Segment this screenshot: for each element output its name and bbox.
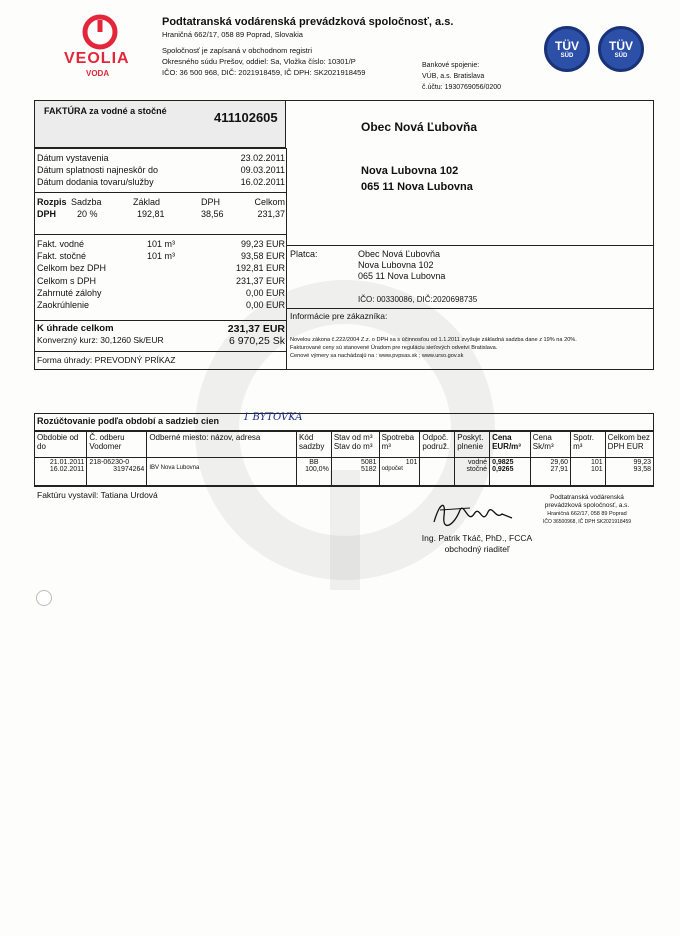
items-block (37, 238, 285, 311)
col-header: Poskyt. plnenie (455, 432, 490, 458)
col-header: Stav od m³ Stav do m³ (331, 432, 379, 458)
divider (286, 245, 654, 246)
item-row: Zahrnuté zálohy 0,00 EUR (37, 287, 285, 298)
recipient-city: 065 11 Nova Lubovna (361, 181, 473, 193)
vat-row: DPH 20 % 192,81 38,56 231,37 (37, 209, 285, 219)
brand-sub: VODA (86, 69, 110, 78)
divider (34, 320, 286, 321)
registry-line-1: Spoločnosť je zapísaná v obchodnom registri (162, 46, 312, 55)
bank-label: Bankové spojenie: (422, 62, 480, 69)
payment-method: Forma úhrady: PREVODNÝ PRÍKAZ (37, 355, 176, 365)
divider (34, 234, 286, 235)
date-row: Dátum dodania tovaru/služby 16.02.2011 (37, 177, 285, 187)
col-header: Celkom bez DPH EUR (605, 432, 653, 458)
col-header: Cena Sk/m³ (530, 432, 570, 458)
payer-name: Obec Nová Ľubovňa (358, 249, 441, 259)
cell-odpoc (420, 458, 455, 486)
col-header: Spotr. m³ (571, 432, 606, 458)
payer-block (358, 249, 445, 282)
cell-sk: 29,60 27,91 (530, 458, 570, 486)
handwritten-note: 1 BYTOVKA (243, 412, 303, 423)
divider (34, 148, 286, 149)
company-name: Podtatranská vodárenská prevádzková spoločnosť, a.s. (162, 16, 454, 28)
date-row: Dátum splatnosti najneskôr do 09.03.2011 (37, 165, 285, 175)
company-address: Hraničná 662/17, 058 89 Poprad, Slovakia (162, 30, 303, 39)
info-line: Fakturované ceny sú stanovené Úradom pre reguláciu sieťových odvetví Bratislava. (290, 345, 498, 351)
col-header: Č. odberu Vodomer (87, 432, 147, 458)
info-text (290, 336, 652, 360)
col-header: Odpoč. podruž. (420, 432, 455, 458)
table-header-row (35, 432, 654, 458)
tuv-certificate-icon: TÜV SÜD (544, 26, 590, 72)
registry-line-2: Okresného súdu Prešov, oddiel: Sa, Vložka číslo: 10301/P (162, 57, 356, 66)
item-row: Celkom s DPH 231,37 EUR (37, 275, 285, 286)
issued-by: Faktúru vystavil: Tatiana Urdová (37, 490, 158, 500)
col-header: Obdobie od do (35, 432, 87, 458)
breakdown-table (34, 431, 654, 486)
col-header: Kód sadzby (297, 432, 332, 458)
col-header: Odberné miesto: názov, adresa (147, 432, 297, 458)
vertical-divider (286, 148, 287, 370)
table-row (35, 458, 654, 486)
rate-row: Konverzný kurz: 30,1260 Sk/EUR 6 970,25 Sk (37, 335, 285, 347)
item-row: Fakt. vodné 101 m³ 99,23 EUR (37, 239, 285, 249)
signer-role: obchodný riaditeľ (444, 544, 510, 554)
dates-block (37, 152, 285, 188)
recipient-name: Obec Nová Ľubovňa (361, 120, 478, 134)
payer-street: Nova Lubovna 102 (358, 260, 434, 270)
payer-ids: IČO: 00330086, DIČ:2020698735 (358, 295, 478, 304)
cell-odber: 218-06230-0 31974264 (87, 458, 147, 486)
divider (286, 308, 654, 309)
payer-label: Platca: (290, 249, 318, 259)
cell-period: 21.01.2011 16.02.2011 (35, 458, 87, 486)
col-header: Cena EUR/m³ (490, 432, 531, 458)
vat-table (37, 196, 285, 220)
watermark-bar (330, 470, 360, 590)
cell-plnenie: vodné stočné (455, 458, 490, 486)
info-line: Cenové výmery sa nachádzajú na : www.pvpsas.sk ; www.urso.gov.sk (290, 353, 464, 359)
cell-place: IBV Nova Lubovna (147, 458, 297, 486)
cell-spotr: 101 101 (571, 458, 606, 486)
item-row: Celkom bez DPH 192,81 EUR (37, 263, 285, 274)
veolia-logo-icon (82, 14, 118, 50)
registry-line-3: IČO: 36 500 968, DIČ: 2021918459, IČ DPH: SK2021918459 (162, 68, 366, 77)
invoice-title: FAKTÚRA za vodné a stočné (44, 106, 167, 116)
cell-kod: BB 100,0% (297, 458, 332, 486)
item-row: Fakt. stočné 101 m³ 93,58 EUR (37, 251, 285, 262)
signature (430, 496, 520, 532)
breakdown-title: Rozúčtovanie podľa období a sadzieb cien (37, 416, 219, 426)
cell-eur: 0,9825 0,9265 (490, 458, 531, 486)
col-header: Spotreba m³ (379, 432, 420, 458)
due-block (37, 323, 285, 349)
recipient-street: Nova Lubovna 102 (361, 165, 459, 177)
date-row: Dátum vystavenia 23.02.2011 (37, 153, 285, 163)
cell-total: 99,23 93,58 (605, 458, 653, 486)
divider (34, 192, 286, 193)
item-row: Zaokrúhlenie 0,00 EUR (37, 299, 285, 310)
signer-block (412, 533, 542, 555)
info-line: Novelou zákona č.222/2004 Z.z. o DPH sa s účinnosťou od 1.1.2011 zvyšuje základná sadzba dane z 19% na 20%. (290, 337, 577, 343)
brand-name: VEOLIA (64, 50, 130, 67)
bank-info (422, 60, 501, 93)
company-stamp: Podtatranská vodárenská prevádzková spoločnosť, a.s. Hraničná 662/17, 058 89 Poprad IČO 36500968, IČ DPH SK2021918459 (542, 494, 632, 525)
tuv-certificate-icon-2: TÜV SÜD (598, 26, 644, 72)
vat-header: Rozpis Sadzba Základ DPH Celkom (37, 197, 285, 207)
payer-city: 065 11 Nova Lubovna (358, 271, 446, 281)
cell-stav: 5081 5182 (331, 458, 379, 486)
info-label: Informácie pre zákazníka: (290, 311, 388, 321)
invoice-number: 411102605 (214, 110, 278, 125)
bank-account: č.účtu: 1930769056/0200 (422, 84, 502, 91)
cell-spotreba: 101 odpočet (379, 458, 420, 486)
bank-name: VÚB, a.s. Bratislava (422, 73, 485, 80)
signer-name: Ing. Patrik Tkáč, PhD., FCCA (421, 533, 533, 543)
punch-hole (36, 590, 52, 606)
divider (34, 351, 286, 352)
due-row: K úhrade celkom 231,37 EUR (37, 323, 285, 335)
